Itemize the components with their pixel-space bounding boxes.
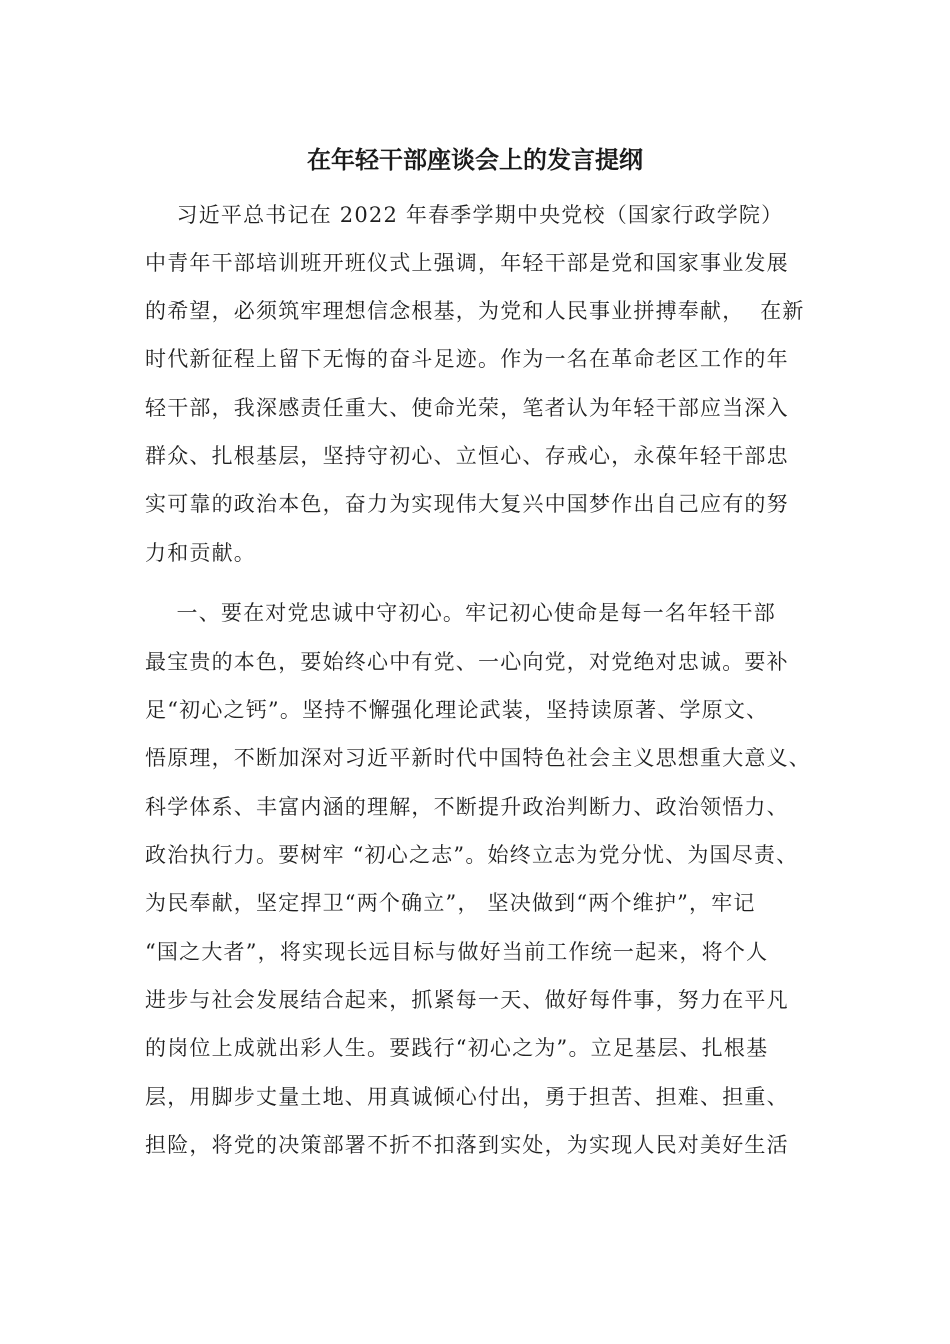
text-line: 担险，将党的决策部署不折不扣落到实处，为实现人民对美好生活: [145, 1133, 789, 1157]
text-line: 习近平总书记在 2022 年春季学期中央党校（国家行政学院）: [145, 203, 784, 227]
text-line: 政治执行力。要树牢 “初心之志”。始终立志为党分忧、为国尽责、: [145, 843, 799, 867]
text-line: 进步与社会发展结合起来，抓紧每一天、做好每件事，努力在平凡: [145, 988, 789, 1012]
document-title: 在年轻干部座谈会上的发言提纲: [307, 145, 643, 174]
text-line: 足“初心之钙”。坚持不懈强化理论武装，坚持读原著、学原文、: [145, 698, 769, 722]
text-line: 时代新征程上留下无悔的奋斗足迹。作为一名在革命老区工作的年: [145, 347, 789, 371]
text-line: 一、要在对党忠诚中守初心。牢记初心使命是每一名年轻干部: [145, 601, 776, 625]
text-line: 科学体系、丰富内涵的理解，不断提升政治判断力、政治领悟力、: [145, 795, 789, 819]
text-line: 最宝贵的本色，要始终心中有党、一心向党，对党绝对忠诚。要补: [145, 650, 789, 674]
text-line: 的岗位上成就出彩人生。要践行“初心之为”。立足基层、扎根基: [145, 1036, 769, 1060]
text-line: 的希望，必须筑牢理想信念根基，为党和人民事业拼搏奉献， 在新: [145, 299, 805, 323]
text-line: 轻干部，我深感责任重大、使命光荣，笔者认为年轻干部应当深入: [145, 396, 789, 420]
text-line: 实可靠的政治本色，奋力为实现伟大复兴中国梦作出自己应有的努: [145, 492, 789, 516]
text-line: 力和贡献。: [145, 541, 256, 565]
text-line: 层，用脚步丈量土地、用真诚倾心付出，勇于担苦、担难、担重、: [145, 1085, 789, 1109]
text-line: “国之大者”，将实现长远目标与做好当前工作统一起来，将个人: [145, 940, 769, 964]
text-line: 中青年干部培训班开班仪式上强调，年轻干部是党和国家事业发展: [145, 251, 789, 275]
text-line: 悟原理，不断加深对习近平新时代中国特色社会主义思想重大意义、: [145, 746, 811, 770]
text-line: 为民奉献，坚定捍卫“两个确立”， 坚决做到“两个维护”，牢记: [145, 891, 756, 915]
text-line: 群众、扎根基层，坚持守初心、立恒心、存戒心，永葆年轻干部忠: [145, 444, 789, 468]
